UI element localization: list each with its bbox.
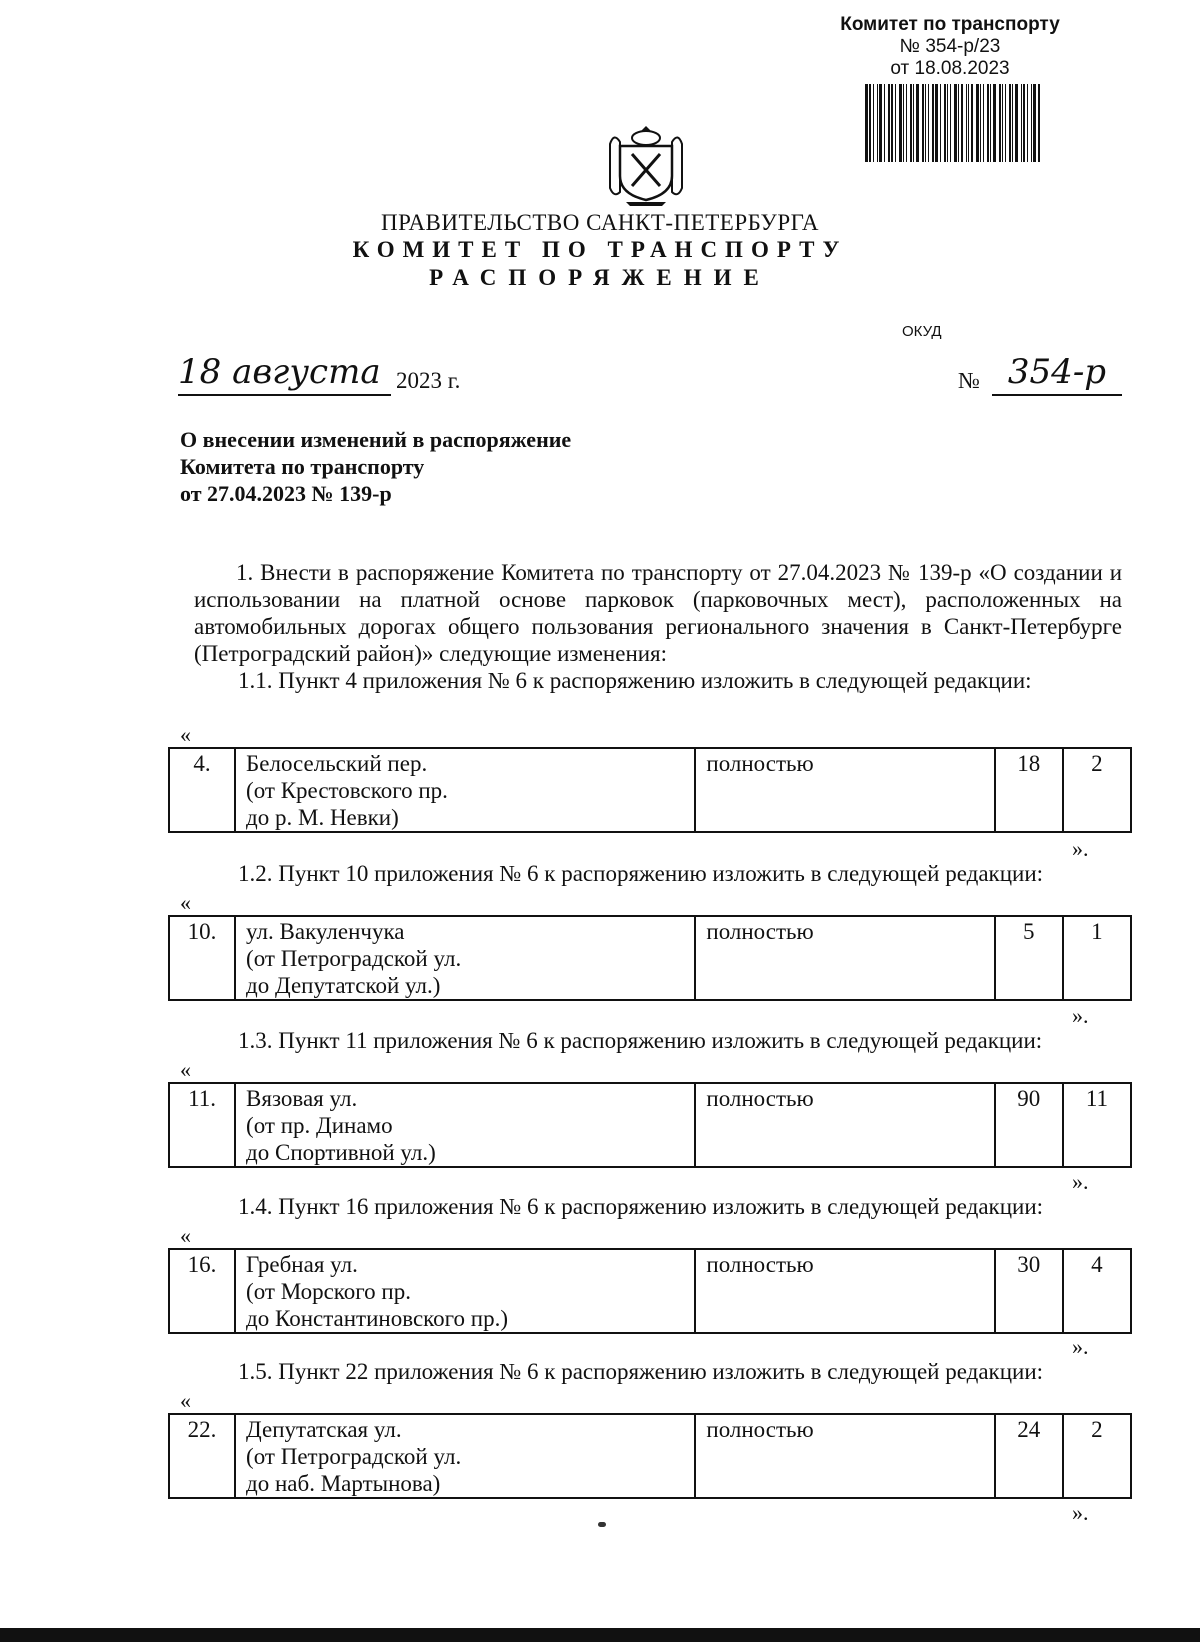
barcode-stripe [922, 84, 924, 162]
barcode-stripe [935, 84, 938, 162]
amendment-table [168, 1082, 1132, 1168]
scan-edge [0, 1628, 1200, 1642]
barcode-stripe [971, 84, 973, 162]
cell-places: 18 [995, 748, 1063, 832]
street-from: (от Крестовского пр. [246, 778, 448, 803]
barcode-stripe [983, 84, 984, 162]
document-subject [180, 426, 571, 507]
barcode-stripe [1012, 84, 1013, 162]
barcode-stripe [961, 84, 963, 162]
street-to: до Депутатской ул.) [246, 973, 441, 998]
stamp-title: Комитет по транспорту [840, 14, 1060, 35]
cell-number: 11. [169, 1083, 235, 1167]
item-intro: 1.3. Пункт 11 приложения № 6 к распоряжению изложить в следующей редакции: [238, 1028, 1043, 1053]
cell-places: 5 [995, 916, 1063, 1000]
registration-stamp [820, 14, 1080, 80]
committee-title: КОМИТЕТ ПО ТРАНСПОРТУ [352, 237, 848, 262]
street-from: (от Петроградской ул. [246, 946, 462, 971]
table-row [169, 748, 1131, 832]
barcode-stripe [1002, 84, 1003, 162]
barcode-stripe [950, 84, 951, 162]
quote-close: ». [1072, 1003, 1089, 1028]
barcode-stripe [1021, 84, 1022, 162]
cell-extent: полностью [695, 1249, 994, 1333]
table-row [169, 1249, 1131, 1333]
amendment-table [168, 747, 1132, 833]
barcode-stripe [928, 84, 929, 162]
barcode-stripe [976, 84, 979, 162]
barcode-stripe [865, 84, 868, 162]
handwritten-date: 18 августа [178, 350, 391, 396]
street-name: Депутатская ул. [246, 1417, 402, 1442]
barcode-stripe [1038, 84, 1040, 162]
street-name: Вязовая ул. [246, 1086, 358, 1111]
cell-disabled-places: 2 [1063, 1414, 1131, 1498]
barcode-stripe [884, 84, 885, 162]
barcode-stripe [993, 84, 996, 162]
quote-close: ». [1072, 1169, 1089, 1194]
stamp-number: № 354-р/23 [899, 36, 1001, 57]
barcode-stripe [987, 84, 989, 162]
cell-number: 22. [169, 1414, 235, 1498]
okud-label: ОКУД [902, 323, 942, 340]
street-name: ул. Вакуленчука [246, 919, 405, 944]
cell-street [235, 748, 695, 832]
street-name: Гребная ул. [246, 1252, 358, 1277]
cell-disabled-places: 1 [1063, 916, 1131, 1000]
item-intro: 1.2. Пункт 10 приложения № 6 к распоряжению изложить в следующей редакции: [238, 861, 1044, 886]
barcode-stripe [906, 84, 907, 162]
barcode-stripe [958, 84, 959, 162]
barcode-stripe [944, 84, 946, 162]
amendment-table [168, 1248, 1132, 1334]
subject-line: Комитета по транспорту [180, 454, 425, 479]
barcode-stripe [947, 84, 948, 162]
cell-number: 10. [169, 916, 235, 1000]
quote-open: « [180, 1223, 191, 1248]
barcode-stripe [903, 84, 904, 162]
street-from: (от Морского пр. [246, 1279, 411, 1304]
cell-street [235, 1414, 695, 1498]
stamp-date: от 18.08.2023 [890, 58, 1010, 79]
barcode-stripe [877, 84, 878, 162]
cell-disabled-places: 11 [1063, 1083, 1131, 1167]
barcode-stripe [925, 84, 926, 162]
paragraph-1 [194, 559, 1122, 667]
street-to: до Константиновского пр.) [246, 1306, 508, 1331]
barcode-stripe [1005, 84, 1006, 162]
barcode-stripe [869, 84, 871, 162]
amendment-table [168, 1413, 1132, 1499]
barcode-stripe [873, 84, 874, 162]
quote-open: « [180, 1388, 191, 1413]
cell-street [235, 1249, 695, 1333]
barcode-stripe [895, 84, 896, 162]
street-from: (от Петроградской ул. [246, 1444, 462, 1469]
scan-mark [598, 1522, 606, 1527]
barcode-stripe [990, 84, 991, 162]
item-intro: 1.4. Пункт 16 приложения № 6 к распоряжению изложить в следующей редакции: [238, 1194, 1044, 1219]
street-to: до р. М. Невки) [246, 805, 399, 830]
barcode-stripe [999, 84, 1001, 162]
date-year: 2023 г. [396, 368, 461, 393]
cell-extent: полностью [695, 1083, 994, 1167]
amendment-table [168, 915, 1132, 1001]
cell-number: 16. [169, 1249, 235, 1333]
handwritten-number: 354-р [992, 350, 1122, 396]
cell-places: 24 [995, 1414, 1063, 1498]
subject-line: О внесении изменений в распоряжение [180, 427, 572, 452]
table-row [169, 1083, 1131, 1167]
cell-disabled-places: 2 [1063, 748, 1131, 832]
cell-street [235, 1083, 695, 1167]
table-row [169, 1414, 1131, 1498]
cell-number: 4. [169, 748, 235, 832]
barcode-stripe [1023, 84, 1025, 162]
table-row [169, 916, 1131, 1000]
street-name: Белосельский пер. [246, 751, 428, 776]
barcode-stripe [1009, 84, 1011, 162]
street-to: до Спортивной ул.) [246, 1140, 436, 1165]
cell-disabled-places: 4 [1063, 1249, 1131, 1333]
barcode-stripe [1015, 84, 1018, 162]
barcode-stripe [1033, 84, 1036, 162]
barcode-stripe [966, 84, 967, 162]
cell-street [235, 916, 695, 1000]
quote-close: ». [1072, 836, 1089, 861]
barcode-stripe [940, 84, 941, 162]
barcode-stripe [910, 84, 912, 162]
cell-extent: полностью [695, 1414, 994, 1498]
barcode-stripe [968, 84, 969, 162]
barcode-stripe [879, 84, 882, 162]
cell-extent: полностью [695, 916, 994, 1000]
item-intro: 1.5. Пункт 22 приложения № 6 к распоряжению изложить в следующей редакции: [238, 1359, 1044, 1384]
barcode-stripe [888, 84, 890, 162]
quote-close: ». [1072, 1334, 1089, 1359]
barcode-stripe [916, 84, 919, 162]
barcode [865, 84, 1061, 162]
subject-line: от 27.04.2023 № 139-р [180, 481, 392, 506]
barcode-stripe [913, 84, 914, 162]
cell-extent: полностью [695, 748, 994, 832]
barcode-stripe [891, 84, 893, 162]
government-title: ПРАВИТЕЛЬСТВО САНКТ-ПЕТЕРБУРГА [380, 210, 820, 235]
cell-places: 90 [995, 1083, 1063, 1167]
document-type: РАСПОРЯЖЕНИЕ [429, 265, 771, 290]
quote-open: « [180, 890, 191, 915]
coat-of-arms-icon [606, 124, 686, 208]
barcode-stripe [1027, 84, 1028, 162]
barcode-stripe [980, 84, 981, 162]
barcode-stripe [954, 84, 957, 162]
street-to: до наб. Мартынова) [246, 1471, 441, 1496]
quote-open: « [180, 722, 191, 747]
quote-close: ». [1072, 1500, 1089, 1525]
barcode-stripe [1031, 84, 1032, 162]
barcode-stripe [899, 84, 902, 162]
item-intro: 1.1. Пункт 4 приложения № 6 к распоряжению изложить в следующей редакции: [238, 668, 1032, 693]
quote-open: « [180, 1057, 191, 1082]
paragraph-1-text: 1. Внести в распоряжение Комитета по транспорту от 27.04.2023 № 139-р «О создании и использовании на платной основе парковок (парковочных мест), расположенных на автомобильных дорогах общего пользования регионального значения в Санкт-Петербурге (Петроградский район)» следующие изменения: [194, 560, 1122, 666]
barcode-stripe [932, 84, 934, 162]
number-sign: № [958, 368, 980, 393]
street-from: (от пр. Динамо [246, 1113, 393, 1138]
cell-places: 30 [995, 1249, 1063, 1333]
